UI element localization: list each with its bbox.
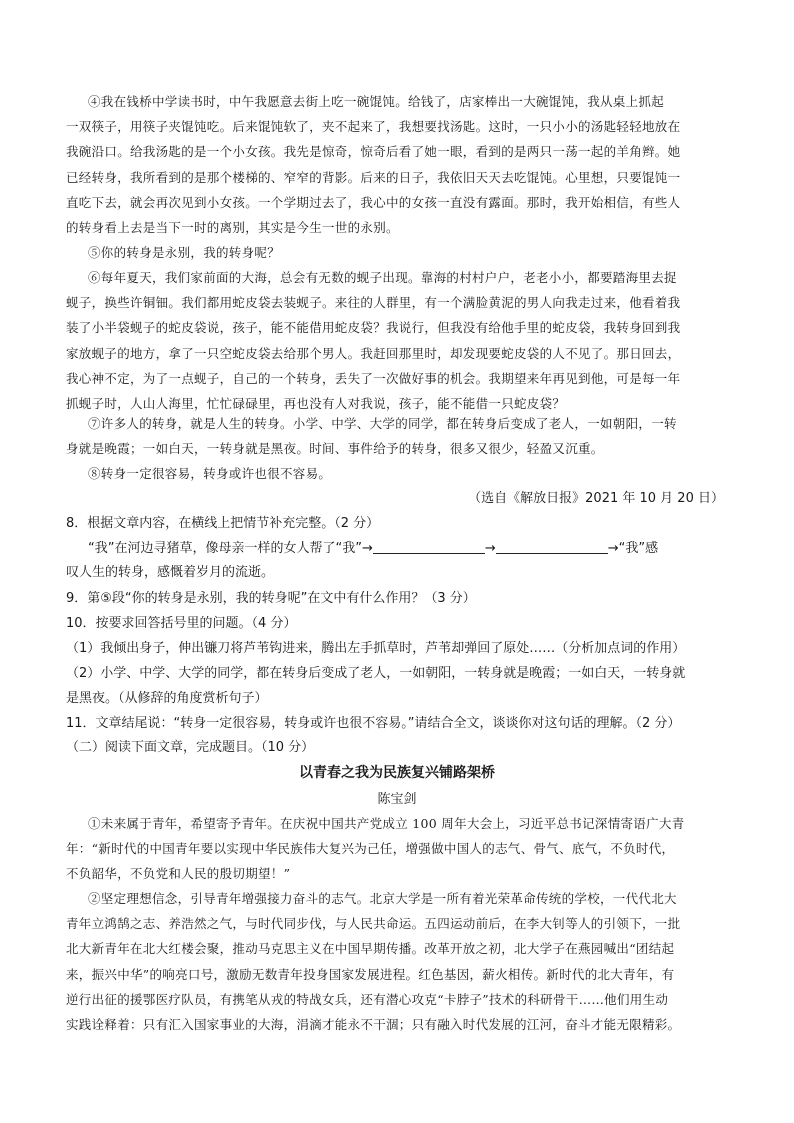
text-line: 来，振兴中华”的响亮口号，激励无数青年投身国家发展进程。红色基因，薪火相传。新时代的北大青年，有	[66, 966, 675, 982]
text-line: 直吃下去，就会再次见到小女孩。一个学期过去了，我心中的女孩一直没有露面。那时，我开始相信，有些人	[66, 194, 681, 210]
text-line: ①未来属于青年，希望寄予青年。在庆祝中国共产党成立 100 周年大会上，习近平总书记深情寄语广大青	[88, 816, 685, 831]
article-paragraph-1	[66, 811, 730, 887]
question-10-sub-2-cont: 是黑夜。（从修辞的角度赏析句子）	[66, 691, 268, 706]
question-10-sub-2: （2）小学、中学、大学的同学，都在转身后变成了老人，一如朝阳，一转身就是晚霞；一如白天，一转身就	[66, 666, 686, 681]
article-paragraph-2	[66, 886, 730, 1037]
text-line: 北大新青年在北大红楼会聚，推动马克思主义在中国早期传播。改革开放之初，北大学子在燕园喊出“团结起	[66, 941, 675, 957]
question-8: 8．根据文章内容，在横线上把情节补充完整。（2 分）	[66, 516, 380, 531]
text-line: ⑧转身一定很容易，转身或许也很不容易。	[88, 466, 332, 481]
text-line: ②坚定理想信念，引导青年增强接力奋斗的志气。北京大学是一所有着光荣革命传统的学校，一代代北大	[88, 891, 677, 906]
text-line: 抓蚬子时，人山人海里，忙忙碌碌里，再也没有人对我说，孩子，能不能借一只蛇皮袋？	[66, 395, 566, 411]
text-line: 我碗沿口。给我汤匙的是一个小女孩。我先是惊奇，惊奇后看了她一眼，看到的是两只一荡一起的羊角辫。她	[66, 144, 681, 160]
text-line: ⑤你的转身是永别，我的转身呢？	[88, 245, 281, 260]
question-8-continuation: 叹人生的转身，感慨着岁月的流逝。	[66, 565, 275, 580]
text-line: 一双筷子，用筷子夹馄饨吃。后来馄饨软了，夹不起来了，我想要找汤匙。这时，一只小小的汤匙轻轻地放在	[66, 119, 681, 135]
text-line: ⑥每年夏天，我们家前面的大海，总会有无数的蚬子出现。靠海的村村户户，老老小小，都要踏海里去捉	[88, 270, 677, 285]
question-8-part-b: →“我”感	[607, 541, 659, 556]
essay-paragraph-4	[66, 89, 730, 240]
essay-paragraph-7	[66, 411, 730, 461]
question-9: 9．第⑤段“你的转身是永别，我的转身呢”在文中有什么作用？（3 分）	[66, 591, 476, 606]
text-line: 已经转身，我所看到的是那个楼梯的、窄窄的背影。后来的日子，我依旧天天去吃馄饨。心里想，只要馄饨一	[66, 169, 681, 185]
text-line: ④我在钱桥中学读书时，中午我愿意去街上吃一碗馄饨。给钱了，店家棒出一大碗馄饨，我从桌上抓起	[88, 94, 665, 109]
part-two-heading: （二）阅读下面文章，完成题目。（10 分）	[66, 740, 315, 755]
text-line: 装了小半袋蚬子的蛇皮袋说，孩子，能不能借用蛇皮袋？我说行，但我没有给他手里的蛇皮袋，我转身回到我	[66, 320, 681, 336]
question-8-part-a: “我”在河边寻猪草，像母亲一样的女人帮了“我”→	[88, 541, 373, 556]
text-line: ⑦许多人的转身，就是人生的转身。小学、中学、大学的同学，都在转身后变成了老人，一如朝阳，一转	[88, 416, 677, 431]
essay-paragraph-8	[66, 461, 730, 486]
essay-paragraph-6	[66, 265, 730, 416]
answer-blank-2[interactable]	[496, 539, 608, 554]
text-line: 我心神不定，为了一点蚬子，自己的一个转身，丢失了一次做好事的机会。我期望来年再见到他，可是每一年	[66, 370, 681, 386]
question-10: 10．按要求回答括号里的问题。（4 分）	[66, 616, 297, 631]
text-line: 年：“新时代的中国青年要以实现中华民族伟大复兴为己任，增强做中国人的志气、骨气、底气，不负时代，	[66, 841, 675, 857]
article-author: 陈宝剑	[377, 792, 417, 807]
text-line: 逆行出征的援鄂医疗队员，有携笔从戎的特战女兵，还有潜心攻克“卡脖子”技术的科研骨干……他们用生动	[66, 991, 669, 1007]
question-11: 11．文章结尾说：“转身一定很容易，转身或许也很不容易。”请结合全文，谈谈你对这句话的理解。（2 分）	[66, 716, 681, 731]
text-line: 不负韶华，不负党和人民的殷切期望！”	[66, 866, 291, 882]
source-citation: （选自《解放日报》2021 年 10 月 20 日）	[468, 491, 724, 506]
text-line: 实践诠释着：只有汇入国家事业的大海，涓滴才能永不干涸；只有融入时代发展的江河，奋斗才能无限精彩。	[66, 1016, 681, 1032]
question-8-prompt	[88, 538, 658, 560]
text-line: 蚬子，换些许铜钿。我们都用蛇皮袋去装蚬子。来往的人群里，有一个满脸黄泥的男人向我走过来，他看着我	[66, 295, 681, 311]
question-10-sub-1: （1）我倾出身子，伸出镰刀将芦苇钩进来，腾出左手抓草时，芦苇却弹回了原处……（分析加点词的作用）	[66, 641, 686, 656]
arrow-separator: →	[484, 541, 496, 556]
essay-paragraph-5	[66, 240, 730, 265]
text-line: 家放蚬子的地方，拿了一只空蛇皮袋去给那个男人。我赶回那里时，却发现要蛇皮袋的人不见了。那日回去，	[66, 345, 681, 361]
text-line: 青年立鸿鹄之志、养浩然之气，与时代同步伐，与人民共命运。五四运动前后，在李大钊等人的引领下，一批	[66, 916, 681, 932]
text-line: 的转身看上去是当下一时的离别，其实是今生一世的永别。	[66, 219, 399, 235]
answer-blank-1[interactable]	[373, 539, 485, 554]
article-title: 以青春之我为民族复兴铺路架桥	[299, 765, 495, 781]
text-line: 身就是晚霞；一如白天，一转身就是黑夜。时间、事件给予的转身，很多又很少，轻盈又沉重。	[66, 441, 604, 457]
